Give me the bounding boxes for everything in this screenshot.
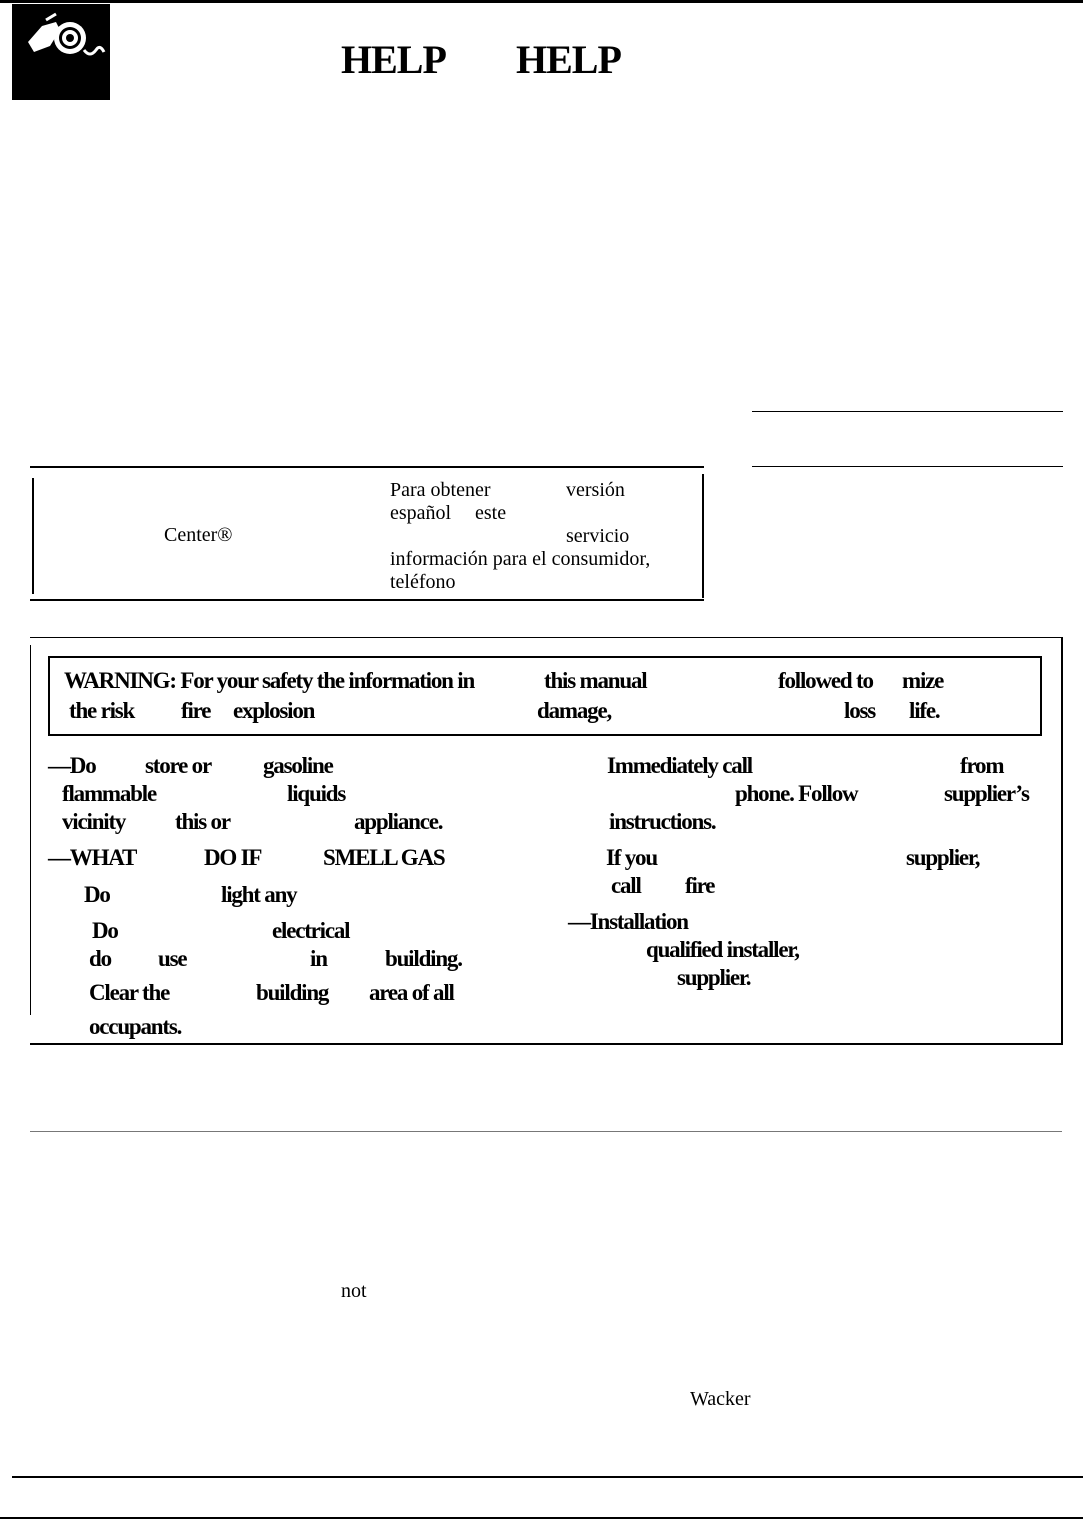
rc-r3a: instructions. [609, 809, 716, 834]
rc-r8a: supplier. [677, 965, 751, 990]
warn-l2e: loss [844, 698, 875, 723]
es-line5: teléfono [390, 571, 456, 593]
lc-r8c: area of all [369, 980, 454, 1005]
safety-box-right [1061, 637, 1063, 1045]
top-rule [0, 0, 1083, 3]
lc-r3c: appliance. [354, 809, 443, 834]
es-line1a: Para obtener [390, 479, 491, 501]
spanish-box-right [702, 474, 704, 598]
lc-r4c: SMELL GAS [323, 845, 445, 870]
right-rule-top [752, 411, 1063, 412]
rc-r4a: If you [606, 845, 657, 870]
warn-l1c: followed to [778, 668, 873, 693]
warn-l1d: mize [902, 668, 944, 693]
lc-r8a: Clear the [89, 980, 170, 1005]
safety-box-top [30, 637, 1062, 638]
lc-r7d: building. [385, 946, 462, 971]
lc-r7b: use [158, 946, 187, 971]
right-rule-bottom [752, 466, 1063, 467]
lc-r7c: in [310, 946, 327, 971]
safety-box-bottom [30, 1043, 1062, 1045]
center-label: Center® [164, 524, 233, 546]
lc-r1a: —Do [48, 753, 96, 778]
title-help-1: HELP [341, 37, 446, 82]
rc-r7a: qualified installer, [646, 937, 799, 962]
footer-rule-1 [12, 1476, 1083, 1478]
spanish-box-left [32, 478, 34, 594]
warn-l2d: damage, [537, 698, 612, 723]
lc-r6a: Do [92, 918, 118, 943]
footer-rule-2 [0, 1517, 1083, 1519]
section-divider [30, 1131, 1062, 1132]
lc-r2a: flammable [62, 781, 156, 806]
word-wacker: Wacker [690, 1388, 751, 1410]
lc-r9a: occupants. [89, 1014, 182, 1039]
es-line2a: español [390, 502, 452, 524]
lc-r8b: building [256, 980, 329, 1005]
warn-l2a: the risk [69, 698, 135, 723]
rc-r1a: Immediately call [607, 753, 752, 778]
lc-r4a: —WHAT [48, 845, 137, 870]
warn-l2b: fire [181, 698, 211, 723]
lc-r5b: light any [221, 882, 297, 907]
warn-l1b: this manual [544, 668, 647, 693]
rc-r4b: supplier, [906, 845, 980, 870]
rc-r6a: —Installation [568, 909, 688, 934]
es-line3: servicio [566, 525, 630, 547]
warn-l2f: life. [909, 698, 940, 723]
warn-l2c: explosion [233, 698, 315, 723]
lc-r1b: store or [145, 753, 211, 778]
rc-r5a: call [611, 873, 641, 898]
spanish-box-top [30, 466, 704, 468]
safety-box-left [30, 645, 31, 1015]
rc-r2a: phone. Follow [735, 781, 858, 806]
appliance-logo-icon [26, 12, 108, 72]
lc-r7a: do [89, 946, 111, 971]
lc-r1c: gasoline [263, 753, 333, 778]
rc-r2b: supplier’s [944, 781, 1029, 806]
lc-r3b: this or [175, 809, 230, 834]
title-help-2: HELP [516, 37, 621, 82]
spanish-box-bottom [30, 599, 704, 601]
rc-r5b: fire [685, 873, 715, 898]
lc-r5a: Do [84, 882, 110, 907]
warn-l1a: WARNING: For your safety the information in [64, 668, 475, 693]
es-line1b: versión [566, 479, 625, 501]
lc-r4b: DO IF [204, 845, 262, 870]
lc-r6b: electrical [272, 918, 350, 943]
es-line2b: este [475, 502, 507, 524]
rc-r1b: from [960, 753, 1004, 778]
lc-r2b: liquids [287, 781, 346, 806]
word-not: not [341, 1280, 367, 1302]
es-line4: información para el consumidor, [390, 548, 651, 570]
logo-box [12, 4, 110, 100]
lc-r3a: vicinity [62, 809, 126, 834]
